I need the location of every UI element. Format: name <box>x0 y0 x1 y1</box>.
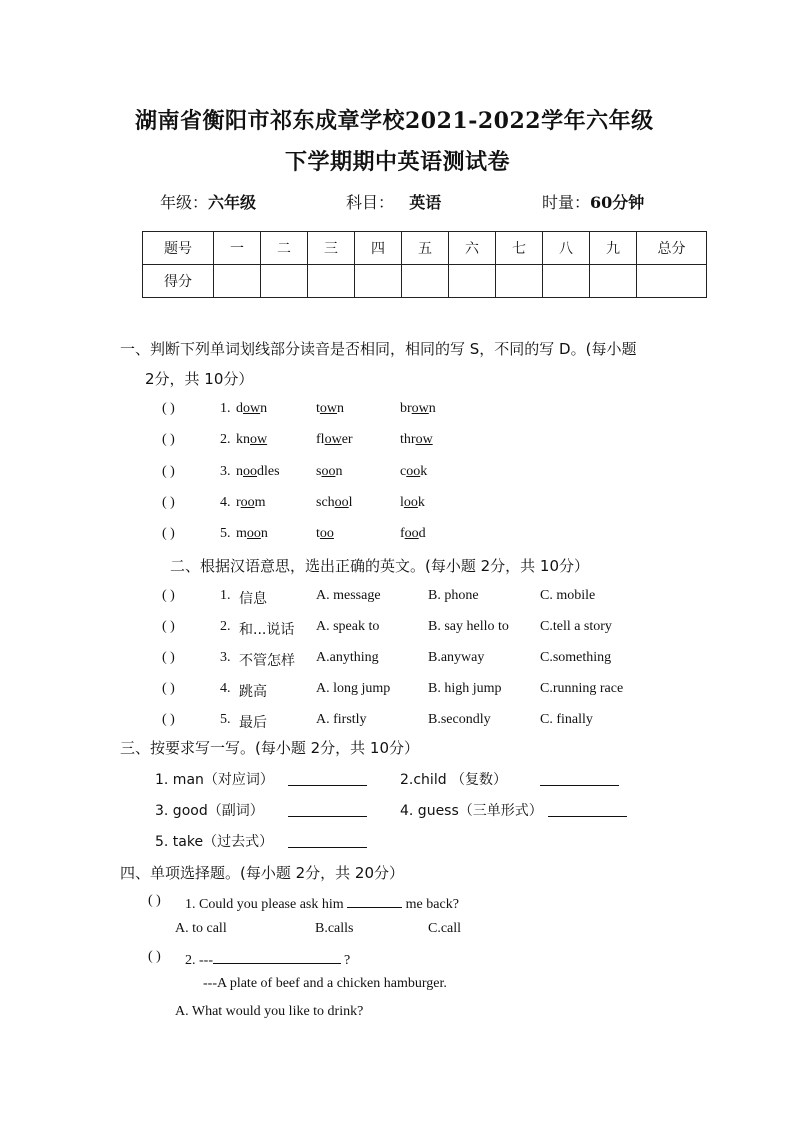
s4-q1-option-b: B.calls <box>315 921 354 936</box>
s1-word-2: soon <box>316 464 343 479</box>
s2-item-number: 1. <box>220 588 231 603</box>
time-info <box>542 190 644 213</box>
underlined-letters: oo <box>243 464 257 479</box>
s1-word-1: room <box>236 495 266 510</box>
score-cell[interactable] <box>308 265 355 298</box>
subject-value: 英语 <box>409 193 442 212</box>
s2-chinese-term: 跳高 <box>239 684 267 700</box>
s3-item-text: 2.child （复数） <box>400 772 508 788</box>
section4-title: 四、单项选择题。(每小题 2分，共 20分） <box>120 864 405 882</box>
s2-chinese-term: 不管怎样 <box>239 653 295 669</box>
underlined-letters: oo <box>406 464 421 479</box>
grade-label: 年级： <box>160 193 209 212</box>
s4-q1-option-c: C.call <box>428 921 462 936</box>
s1-answer-paren[interactable]: ( ) <box>162 432 175 447</box>
s2-option-a: A. message <box>316 588 381 603</box>
score-cell[interactable] <box>449 265 496 298</box>
s2-answer-paren[interactable]: ( ) <box>162 712 175 727</box>
score-table-score-row <box>143 265 707 298</box>
s3-answer-blank-5[interactable] <box>288 833 367 848</box>
score-cell[interactable] <box>496 265 543 298</box>
score-cell[interactable] <box>355 265 402 298</box>
underlined-letters: ow <box>324 432 342 447</box>
s3-item-1 <box>155 769 274 789</box>
s1-answer-paren[interactable]: ( ) <box>162 401 175 416</box>
s1-word-3: brown <box>400 401 436 416</box>
underlined-letters: ow <box>319 401 338 416</box>
underlined-letters: ow <box>250 432 268 447</box>
section3-title: 三、按要求写一写。(每小题 2分，共 10分） <box>120 739 420 757</box>
s4-q1-stem-pre: 1. Could you please ask him <box>185 897 344 912</box>
underlined-letters: ow <box>243 401 261 416</box>
underlined-letters: oo <box>334 495 349 510</box>
score-table-header-cell: 四 <box>355 232 402 265</box>
s2-option-b: B. high jump <box>428 681 502 696</box>
s2-answer-paren[interactable]: ( ) <box>162 588 175 603</box>
score-row-label: 得分 <box>143 265 214 298</box>
s3-item-text: 3. good（副词） <box>155 803 264 819</box>
section2-title: 二、根据汉语意思，选出正确的英文。(每小题 2分，共 10分） <box>170 557 590 575</box>
s4-q2-stem-pre: 2. --- <box>185 953 213 968</box>
s1-word-2: flower <box>316 432 353 447</box>
s4-q1-blank[interactable] <box>347 893 402 908</box>
s3-item-5 <box>155 831 273 851</box>
s2-answer-paren[interactable]: ( ) <box>162 681 175 696</box>
score-table-header-cell: 二 <box>261 232 308 265</box>
s3-item-3 <box>155 800 264 820</box>
s1-word-1: know <box>236 432 268 447</box>
s4-q1-stem <box>185 893 459 913</box>
underlined-letters: ow <box>415 432 433 447</box>
s4-q1-paren[interactable]: ( ) <box>148 893 161 908</box>
s2-option-a: A. long jump <box>316 681 391 696</box>
score-cell[interactable] <box>637 265 707 298</box>
s2-answer-paren[interactable]: ( ) <box>162 619 175 634</box>
score-table <box>142 231 707 298</box>
s4-q2-stem-post: ? <box>344 953 351 968</box>
s1-word-1: moon <box>236 526 268 541</box>
s4-q1-stem-post: me back? <box>405 897 459 912</box>
s1-answer-paren[interactable]: ( ) <box>162 495 175 510</box>
s1-item-number: 1. <box>220 401 231 416</box>
score-table-header-cell: 六 <box>449 232 496 265</box>
score-table-header-cell: 五 <box>402 232 449 265</box>
score-table-header-cell: 题号 <box>143 232 214 265</box>
s2-chinese-term: 信息 <box>239 591 267 607</box>
s2-option-a: A. speak to <box>316 619 380 634</box>
page-title-line2: 下学期期中英语测试卷 <box>285 149 511 175</box>
score-table-header-cell: 三 <box>308 232 355 265</box>
underlined-letters: oo <box>240 495 255 510</box>
score-cell[interactable] <box>543 265 590 298</box>
grade-info <box>160 190 256 213</box>
s1-word-1: noodles <box>236 464 280 479</box>
underlined-letters: oo <box>319 526 334 541</box>
time-value: 60分钟 <box>590 193 645 212</box>
s1-item-number: 4. <box>220 495 231 510</box>
s2-item-number: 5. <box>220 712 231 727</box>
s1-word-2: school <box>316 495 353 510</box>
s2-answer-paren[interactable]: ( ) <box>162 650 175 665</box>
s2-item-number: 2. <box>220 619 231 634</box>
score-table-header-cell: 一 <box>214 232 261 265</box>
s1-item-number: 2. <box>220 432 231 447</box>
score-cell[interactable] <box>214 265 261 298</box>
s4-q2-stem <box>185 949 350 969</box>
s4-q1-option-a: A. to call <box>175 921 227 936</box>
grade-value: 六年级 <box>208 193 257 212</box>
s2-option-b: B. say hello to <box>428 619 509 634</box>
s1-item-number: 5. <box>220 526 231 541</box>
s4-q2-reply: ---A plate of beef and a chicken hamburger. <box>203 976 447 991</box>
s2-option-b: B.anyway <box>428 650 485 665</box>
s3-item-text: 1. man（对应词） <box>155 772 274 788</box>
score-table-header-cell: 九 <box>590 232 637 265</box>
section1-title: 一、判断下列单词划线部分读音是否相同，相同的写 S，不同的写 D。(每小题 <box>120 340 637 358</box>
underlined-letters: oo <box>403 495 418 510</box>
score-table-header-row <box>143 232 707 265</box>
s2-option-c: C. finally <box>540 712 593 727</box>
underlined-letters: oo <box>404 526 419 541</box>
subject-info <box>346 190 441 213</box>
s4-q2-paren[interactable]: ( ) <box>148 949 161 964</box>
s1-item-number: 3. <box>220 464 231 479</box>
s1-word-3: throw <box>400 432 433 447</box>
s1-answer-paren[interactable]: ( ) <box>162 526 175 541</box>
s4-q2-blank[interactable] <box>213 949 341 964</box>
s1-answer-paren[interactable]: ( ) <box>162 464 175 479</box>
s3-item-text: 4. guess（三单形式） <box>400 803 543 819</box>
s2-option-c: C.running race <box>540 681 624 696</box>
score-cell[interactable] <box>590 265 637 298</box>
underlined-letters: ow <box>411 401 429 416</box>
s3-answer-blank-4[interactable] <box>548 802 627 817</box>
s3-item-text: 5. take（过去式） <box>155 834 274 850</box>
s1-word-2: town <box>316 401 345 416</box>
underlined-letters: oo <box>246 526 261 541</box>
s2-option-b: B. phone <box>428 588 479 603</box>
s1-word-2: too <box>316 526 334 541</box>
s2-option-a: A.anything <box>316 650 379 665</box>
s4-q2-option-a: A. What would you like to drink? <box>175 1004 364 1019</box>
s2-chinese-term: 最后 <box>239 715 267 731</box>
score-table-header-cell: 总分 <box>637 232 707 265</box>
score-table-header-cell: 八 <box>543 232 590 265</box>
s2-option-b: B.secondly <box>428 712 491 727</box>
s2-option-c: C.something <box>540 650 612 665</box>
page-title-line1: 湖南省衡阳市祁东成章学校2021-2022学年六年级 <box>135 108 654 134</box>
section1-title-cont: 2分，共 10分） <box>145 370 254 388</box>
s3-answer-blank-1[interactable] <box>288 771 367 786</box>
s1-word-3: look <box>400 495 425 510</box>
score-cell[interactable] <box>261 265 308 298</box>
score-cell[interactable] <box>402 265 449 298</box>
s3-item-2 <box>400 769 507 789</box>
s3-answer-blank-3[interactable] <box>288 802 367 817</box>
s3-answer-blank-2[interactable] <box>540 771 619 786</box>
s1-word-3: food <box>400 526 426 541</box>
s3-item-4 <box>400 800 543 820</box>
s2-chinese-term: 和...说话 <box>239 622 295 638</box>
s1-word-1: down <box>236 401 268 416</box>
s1-word-3: cook <box>400 464 428 479</box>
s2-option-c: C. mobile <box>540 588 596 603</box>
s2-option-a: A. firstly <box>316 712 367 727</box>
underlined-letters: oo <box>321 464 336 479</box>
s2-option-c: C.tell a story <box>540 619 612 634</box>
time-label: 时量： <box>542 193 591 212</box>
score-table-header-cell: 七 <box>496 232 543 265</box>
s2-item-number: 4. <box>220 681 231 696</box>
subject-label: 科目： <box>346 193 395 212</box>
s2-item-number: 3. <box>220 650 231 665</box>
